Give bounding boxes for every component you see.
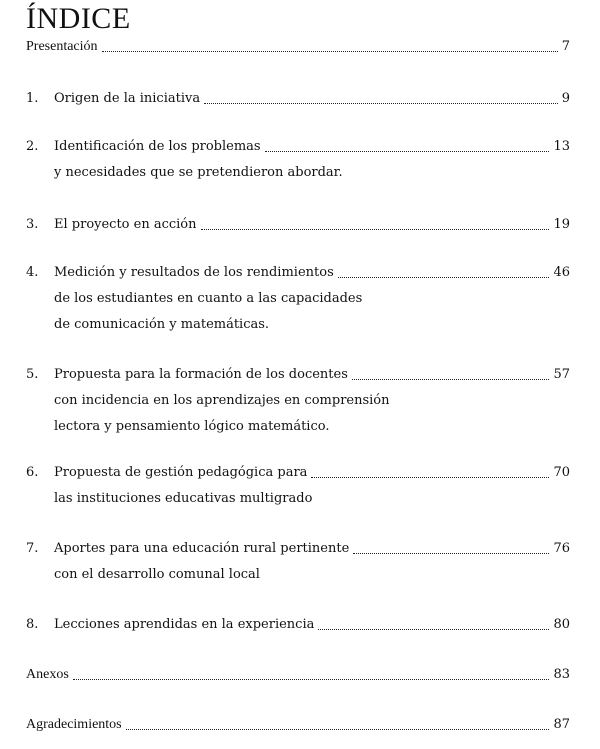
toc-entry-page-number: 19 (553, 217, 570, 232)
toc-entry-page-number: 80 (553, 617, 570, 632)
toc-entry-page-number: 13 (553, 139, 570, 154)
toc-entry[interactable] (26, 536, 570, 588)
dot-leader (201, 219, 550, 230)
toc-entry-title: Aportes para una educación rural pertinente (54, 541, 350, 556)
toc-entry-title: El proyecto en acción (54, 217, 197, 232)
toc-entry-continuation: de los estudiantes en cuanto a las capacidades (54, 291, 363, 306)
dot-leader (73, 669, 550, 680)
toc-entry-title: Propuesta de gestión pedagógica para (54, 465, 308, 480)
toc-entry-title: Lecciones aprendidas en la experiencia (54, 617, 315, 632)
toc-entry-continuation: con incidencia en los aprendizajes en comprensión (54, 393, 390, 408)
dot-leader (204, 93, 558, 104)
toc-entry[interactable] (26, 34, 570, 60)
toc-entry[interactable] (26, 612, 570, 638)
toc-entry-first-line (26, 34, 570, 60)
toc-entry-first-line (26, 536, 570, 562)
toc-entry-number: 7. (26, 541, 39, 556)
dot-leader (318, 619, 549, 630)
toc-entry-page-number: 46 (553, 265, 570, 280)
toc-entry[interactable] (26, 662, 570, 688)
toc-entry-first-line (26, 662, 570, 688)
dot-leader (338, 267, 550, 278)
dot-leader (311, 467, 549, 478)
toc-entry-title: Anexos (26, 667, 69, 682)
toc-entry-continuation: con el desarrollo comunal local (54, 567, 260, 582)
toc-entry-title: Agradecimientos (26, 717, 122, 732)
toc-entry-first-line (26, 134, 570, 160)
toc-entry-page-number: 57 (553, 367, 570, 382)
toc-entry[interactable] (26, 362, 570, 440)
toc-entry[interactable] (26, 212, 570, 238)
toc-entry[interactable] (26, 134, 570, 186)
toc-entry-first-line (26, 86, 570, 112)
toc-entry-first-line (26, 260, 570, 286)
toc-entry-first-line (26, 212, 570, 238)
toc-entry-number: 5. (26, 367, 39, 382)
toc-entry-first-line (26, 712, 570, 738)
toc-entry-number: 1. (26, 91, 39, 106)
toc-entry-page-number: 87 (553, 717, 570, 732)
toc-entry[interactable] (26, 86, 570, 112)
toc-entry-title: Medición y resultados de los rendimientos (54, 265, 334, 280)
toc-entry-title: Presentación (26, 39, 98, 54)
toc-entry-first-line (26, 460, 570, 486)
toc-entry-page-number: 7 (561, 39, 570, 54)
toc-entry-page-number: 9 (561, 91, 570, 106)
dot-leader (126, 719, 550, 730)
dot-leader (353, 543, 549, 554)
dot-leader (265, 141, 550, 152)
dot-leader (102, 41, 558, 52)
toc-entry-number: 4. (26, 265, 39, 280)
dot-leader (352, 369, 550, 380)
toc-entry-number: 3. (26, 217, 39, 232)
toc-entry-page-number: 70 (553, 465, 570, 480)
toc-entry-number: 8. (26, 617, 39, 632)
toc-entry-title: Propuesta para la formación de los docentes (54, 367, 348, 382)
toc-entry-page-number: 76 (553, 541, 570, 556)
page-title: ÍNDICE (26, 2, 131, 35)
toc-entry-first-line (26, 362, 570, 388)
toc-entry-title: Origen de la iniciativa (54, 91, 201, 106)
toc-entry-continuation: las instituciones educativas multigrado (54, 491, 313, 506)
toc-entry[interactable] (26, 260, 570, 338)
toc-entry[interactable] (26, 712, 570, 738)
toc-entry-continuation: de comunicación y matemáticas. (54, 317, 270, 332)
toc-entry[interactable] (26, 460, 570, 512)
toc-entry-number: 6. (26, 465, 39, 480)
toc-entry-number: 2. (26, 139, 39, 154)
toc-entry-title: Identificación de los problemas (54, 139, 261, 154)
toc-entry-first-line (26, 612, 570, 638)
toc-entry-continuation: lectora y pensamiento lógico matemático. (54, 419, 330, 434)
toc-entry-continuation: y necesidades que se pretendieron abordar. (54, 165, 343, 180)
toc-entry-page-number: 83 (553, 667, 570, 682)
